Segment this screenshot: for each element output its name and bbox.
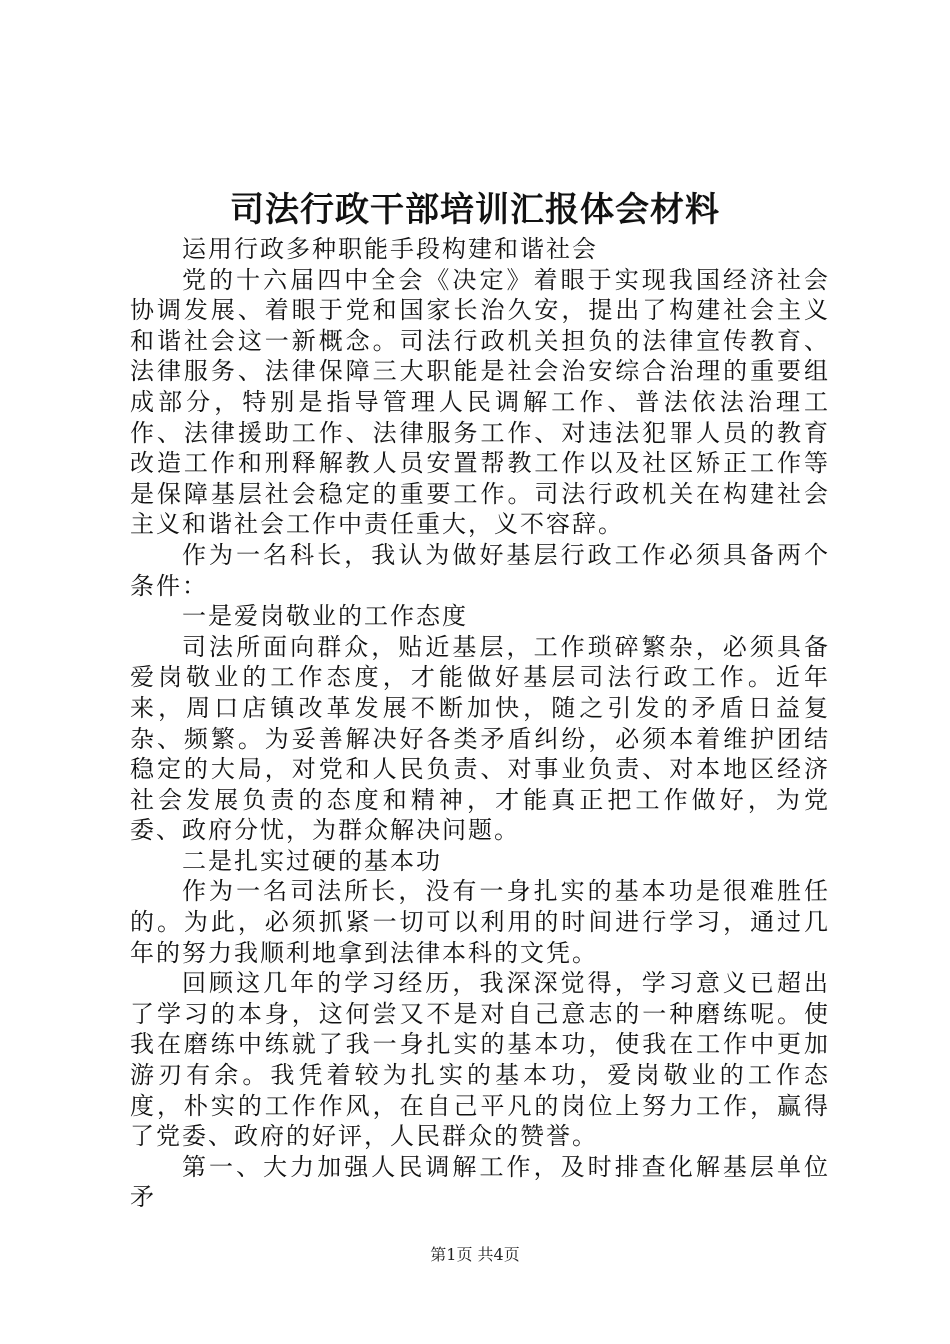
document-title: 司法行政干部培训汇报体会材料 bbox=[230, 190, 720, 230]
section-heading: 二是扎实过硬的基本功 bbox=[182, 846, 442, 875]
paragraph: 党的十六届四中全会《决定》着眼于实现我国经济社会协调发展、着眼于党和国家长治久安，提出了构建社会主义和谐社会这一新概念。司法行政机关担负的法律宣传教育、法律服务、法律保障三大职能是社会治安综合治理的重要组成部分，特别是指导管理人民调解工作、普法依法治理工作、法律援助工作、法律服务工作、对违法犯罪人员的教育改造工作和刑释解教人员安置帮教工作以及社区矫正工作等是保障基层社会稳定的重要工作。司法行政机关在构建社会主义和谐社会工作中责任重大，义不容辞。 bbox=[130, 265, 830, 539]
paragraph: 司法所面向群众，贴近基层，工作琐碎繁杂，必须具备爱岗敬业的工作态度，才能做好基层司法行政工作。近年来，周口店镇改革发展不断加快，随之引发的矛盾日益复杂、频繁。为妥善解决好各类矛盾纠纷，必须本着维护团结稳定的大局，对党和人民负责、对事业负责、对本地区经济社会发展负责的态度和精神，才能真正把工作做好，为党委、政府分忧，为群众解决问题。 bbox=[130, 632, 830, 845]
paragraph: 回顾这几年的学习经历，我深深觉得，学习意义已超出了学习的本身，这何尝又不是对自己意志的一种磨练呢。使我在磨练中练就了我一身扎实的基本功，使我在工作中更加游刃有余。我凭着较为扎实的基本功，爱岗敬业的工作态度，朴实的工作作风，在自己平凡的岗位上努力工作，赢得了党委、政府的好评，人民群众的赞誉。 bbox=[130, 969, 830, 1151]
paragraph: 第一、大力加强人民调解工作，及时排查化解基层单位矛 bbox=[130, 1152, 830, 1212]
paragraph: 作为一名科长，我认为做好基层行政工作必须具备两个条件： bbox=[130, 540, 830, 600]
document-body bbox=[130, 234, 830, 1213]
paragraph-subtitle: 运用行政多种职能手段构建和谐社会 bbox=[182, 235, 598, 263]
paragraph: 作为一名司法所长，没有一身扎实的基本功是很难胜任的。为此，必须抓紧一切可以利用的时间进行学习，通过几年的努力我顺利地拿到法律本科的文凭。 bbox=[130, 877, 830, 967]
page-number-footer: 第1页 共4页 bbox=[430, 1245, 520, 1264]
section-heading: 一是爱岗敬业的工作态度 bbox=[182, 602, 468, 631]
